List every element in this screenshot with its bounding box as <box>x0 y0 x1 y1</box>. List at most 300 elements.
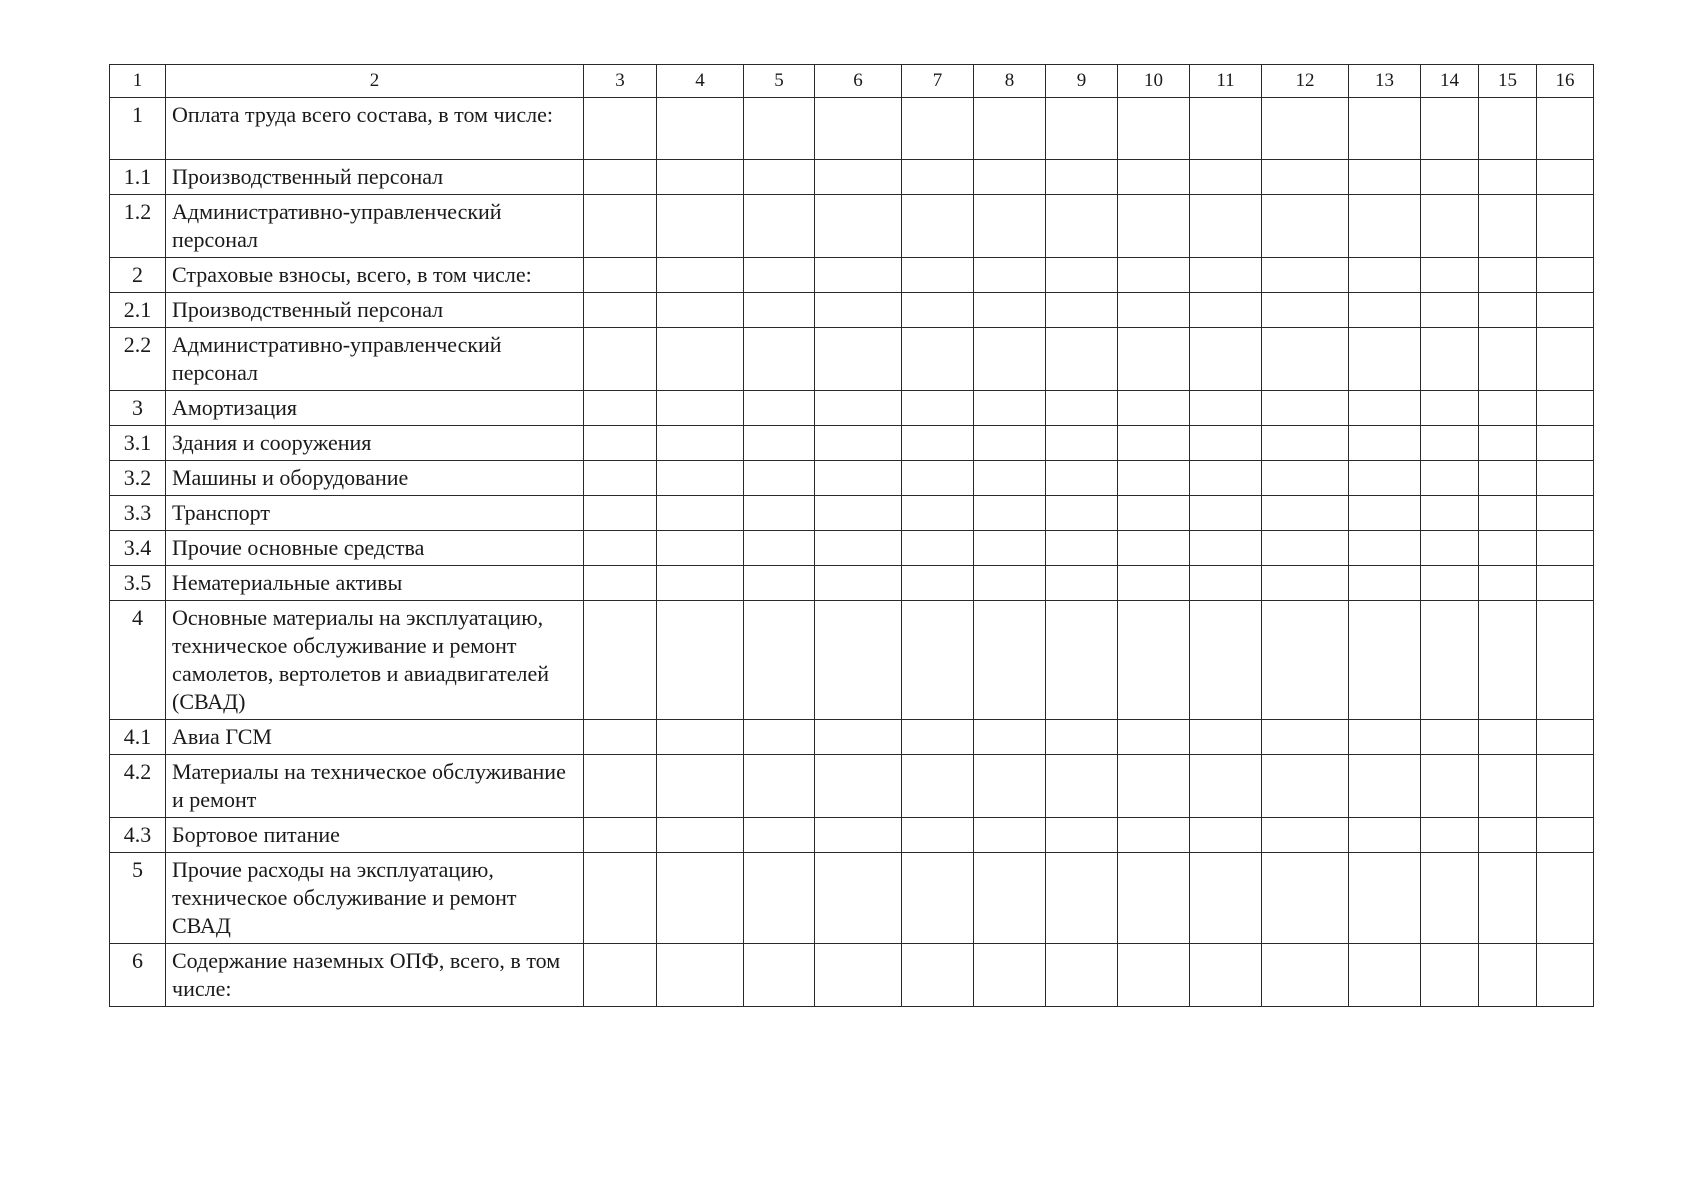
row-label: Материалы на техническое обслуживание и ремонт <box>166 755 584 818</box>
value-cell <box>1118 853 1190 944</box>
value-cell <box>974 195 1046 258</box>
value-cell <box>974 98 1046 160</box>
value-cell <box>1349 944 1421 1007</box>
value-cell <box>584 293 657 328</box>
value-cell <box>1262 496 1349 531</box>
value-cell <box>744 293 815 328</box>
value-cell <box>1118 601 1190 720</box>
value-cell <box>974 720 1046 755</box>
value-cell <box>657 461 744 496</box>
row-label: Бортовое питание <box>166 818 584 853</box>
value-cell <box>974 818 1046 853</box>
row-number: 4.1 <box>110 720 166 755</box>
value-cell <box>1537 258 1594 293</box>
value-cell <box>1421 98 1479 160</box>
value-cell <box>815 818 902 853</box>
value-cell <box>1190 531 1262 566</box>
column-header: 16 <box>1537 65 1594 98</box>
value-cell <box>744 755 815 818</box>
value-cell <box>744 853 815 944</box>
column-header: 15 <box>1479 65 1537 98</box>
column-header: 9 <box>1046 65 1118 98</box>
value-cell <box>974 461 1046 496</box>
value-cell <box>815 755 902 818</box>
value-cell <box>584 160 657 195</box>
value-cell <box>1046 601 1118 720</box>
value-cell <box>1349 496 1421 531</box>
value-cell <box>1537 566 1594 601</box>
value-cell <box>1537 755 1594 818</box>
value-cell <box>1262 601 1349 720</box>
value-cell <box>1190 160 1262 195</box>
table-row <box>110 461 1594 496</box>
value-cell <box>584 461 657 496</box>
value-cell <box>1479 258 1537 293</box>
value-cell <box>1479 566 1537 601</box>
value-cell <box>1537 293 1594 328</box>
row-number: 1.1 <box>110 160 166 195</box>
value-cell <box>744 720 815 755</box>
value-cell <box>1046 328 1118 391</box>
value-cell <box>1421 566 1479 601</box>
row-number: 3.2 <box>110 461 166 496</box>
column-header: 5 <box>744 65 815 98</box>
value-cell <box>584 566 657 601</box>
value-cell <box>1046 258 1118 293</box>
row-label: Страховые взносы, всего, в том числе: <box>166 258 584 293</box>
value-cell <box>1190 853 1262 944</box>
value-cell <box>1046 818 1118 853</box>
table-row <box>110 426 1594 461</box>
value-cell <box>1118 391 1190 426</box>
row-number: 4.3 <box>110 818 166 853</box>
value-cell <box>902 293 974 328</box>
value-cell <box>1479 818 1537 853</box>
value-cell <box>1118 755 1190 818</box>
value-cell <box>815 258 902 293</box>
row-number: 3 <box>110 391 166 426</box>
value-cell <box>657 391 744 426</box>
value-cell <box>902 258 974 293</box>
column-header: 8 <box>974 65 1046 98</box>
value-cell <box>1349 391 1421 426</box>
value-cell <box>1421 944 1479 1007</box>
value-cell <box>815 98 902 160</box>
value-cell <box>1262 98 1349 160</box>
value-cell <box>815 293 902 328</box>
value-cell <box>584 531 657 566</box>
row-label: Транспорт <box>166 496 584 531</box>
value-cell <box>1046 531 1118 566</box>
value-cell <box>974 328 1046 391</box>
row-number: 2.1 <box>110 293 166 328</box>
value-cell <box>1479 601 1537 720</box>
row-label: Содержание наземных ОПФ, всего, в том числе: <box>166 944 584 1007</box>
value-cell <box>1421 461 1479 496</box>
value-cell <box>744 98 815 160</box>
value-cell <box>1262 461 1349 496</box>
value-cell <box>1421 258 1479 293</box>
value-cell <box>974 566 1046 601</box>
row-label: Административно-управленческий персонал <box>166 195 584 258</box>
value-cell <box>657 496 744 531</box>
value-cell <box>1421 496 1479 531</box>
value-cell <box>1190 391 1262 426</box>
row-number: 1 <box>110 98 166 160</box>
value-cell <box>1479 496 1537 531</box>
value-cell <box>584 328 657 391</box>
value-cell <box>1190 258 1262 293</box>
value-cell <box>902 98 974 160</box>
value-cell <box>1421 720 1479 755</box>
value-cell <box>1479 853 1537 944</box>
value-cell <box>815 426 902 461</box>
value-cell <box>1537 461 1594 496</box>
value-cell <box>657 293 744 328</box>
value-cell <box>1262 391 1349 426</box>
value-cell <box>1046 720 1118 755</box>
value-cell <box>815 720 902 755</box>
value-cell <box>1421 328 1479 391</box>
value-cell <box>1421 160 1479 195</box>
value-cell <box>815 391 902 426</box>
value-cell <box>1190 461 1262 496</box>
value-cell <box>584 496 657 531</box>
value-cell <box>1118 160 1190 195</box>
value-cell <box>1190 944 1262 1007</box>
value-cell <box>974 293 1046 328</box>
value-cell <box>1479 328 1537 391</box>
value-cell <box>1349 601 1421 720</box>
value-cell <box>1118 720 1190 755</box>
value-cell <box>1537 531 1594 566</box>
value-cell <box>1479 944 1537 1007</box>
value-cell <box>744 944 815 1007</box>
value-cell <box>1190 720 1262 755</box>
value-cell <box>902 391 974 426</box>
value-cell <box>1537 426 1594 461</box>
value-cell <box>815 160 902 195</box>
value-cell <box>744 258 815 293</box>
value-cell <box>1349 566 1421 601</box>
value-cell <box>1046 944 1118 1007</box>
value-cell <box>1349 293 1421 328</box>
column-header: 13 <box>1349 65 1421 98</box>
value-cell <box>1349 160 1421 195</box>
value-cell <box>744 461 815 496</box>
value-cell <box>1421 426 1479 461</box>
value-cell <box>1190 293 1262 328</box>
value-cell <box>902 944 974 1007</box>
value-cell <box>974 160 1046 195</box>
value-cell <box>1190 755 1262 818</box>
table-row <box>110 531 1594 566</box>
value-cell <box>1118 98 1190 160</box>
value-cell <box>1118 426 1190 461</box>
row-label: Нематериальные активы <box>166 566 584 601</box>
value-cell <box>744 566 815 601</box>
value-cell <box>1046 160 1118 195</box>
value-cell <box>584 195 657 258</box>
value-cell <box>974 391 1046 426</box>
value-cell <box>1190 818 1262 853</box>
value-cell <box>902 496 974 531</box>
value-cell <box>1046 391 1118 426</box>
row-number: 5 <box>110 853 166 944</box>
row-label: Производственный персонал <box>166 293 584 328</box>
row-number: 2 <box>110 258 166 293</box>
value-cell <box>974 944 1046 1007</box>
value-cell <box>1479 720 1537 755</box>
value-cell <box>1118 328 1190 391</box>
value-cell <box>657 195 744 258</box>
value-cell <box>1349 98 1421 160</box>
column-header: 7 <box>902 65 974 98</box>
value-cell <box>1190 426 1262 461</box>
value-cell <box>1190 496 1262 531</box>
value-cell <box>815 461 902 496</box>
value-cell <box>584 755 657 818</box>
value-cell <box>1349 426 1421 461</box>
table-row <box>110 391 1594 426</box>
row-number: 6 <box>110 944 166 1007</box>
value-cell <box>1190 566 1262 601</box>
value-cell <box>584 601 657 720</box>
value-cell <box>1479 293 1537 328</box>
row-number: 4 <box>110 601 166 720</box>
value-cell <box>1349 818 1421 853</box>
value-cell <box>902 426 974 461</box>
value-cell <box>1046 98 1118 160</box>
value-cell <box>1046 853 1118 944</box>
value-cell <box>902 601 974 720</box>
value-cell <box>744 195 815 258</box>
value-cell <box>815 496 902 531</box>
value-cell <box>584 391 657 426</box>
row-number: 1.2 <box>110 195 166 258</box>
table-row <box>110 720 1594 755</box>
value-cell <box>1190 328 1262 391</box>
column-header: 11 <box>1190 65 1262 98</box>
value-cell <box>1349 258 1421 293</box>
value-cell <box>1262 944 1349 1007</box>
column-header: 10 <box>1118 65 1190 98</box>
value-cell <box>815 853 902 944</box>
value-cell <box>1537 601 1594 720</box>
value-cell <box>1262 293 1349 328</box>
value-cell <box>1190 98 1262 160</box>
value-cell <box>1421 531 1479 566</box>
table-row <box>110 258 1594 293</box>
row-number: 4.2 <box>110 755 166 818</box>
value-cell <box>815 328 902 391</box>
row-label: Машины и оборудование <box>166 461 584 496</box>
value-cell <box>1537 391 1594 426</box>
value-cell <box>584 98 657 160</box>
value-cell <box>974 531 1046 566</box>
value-cell <box>1262 531 1349 566</box>
column-header: 1 <box>110 65 166 98</box>
row-label: Амортизация <box>166 391 584 426</box>
table-row <box>110 328 1594 391</box>
row-label: Прочие расходы на эксплуатацию, техническое обслуживание и ремонт СВАД <box>166 853 584 944</box>
column-number-header-row <box>110 65 1594 98</box>
row-label: Прочие основные средства <box>166 531 584 566</box>
value-cell <box>815 566 902 601</box>
value-cell <box>1262 566 1349 601</box>
row-label: Производственный персонал <box>166 160 584 195</box>
value-cell <box>974 853 1046 944</box>
value-cell <box>902 160 974 195</box>
value-cell <box>584 258 657 293</box>
row-number: 2.2 <box>110 328 166 391</box>
table-row <box>110 160 1594 195</box>
column-header: 4 <box>657 65 744 98</box>
value-cell <box>1349 461 1421 496</box>
value-cell <box>657 818 744 853</box>
value-cell <box>1349 328 1421 391</box>
value-cell <box>1537 720 1594 755</box>
value-cell <box>657 426 744 461</box>
row-label: Административно-управленческий персонал <box>166 328 584 391</box>
value-cell <box>744 496 815 531</box>
table-row <box>110 944 1594 1007</box>
value-cell <box>744 426 815 461</box>
value-cell <box>1421 818 1479 853</box>
value-cell <box>974 601 1046 720</box>
table-row <box>110 755 1594 818</box>
value-cell <box>1118 258 1190 293</box>
value-cell <box>1262 426 1349 461</box>
value-cell <box>1262 195 1349 258</box>
value-cell <box>902 755 974 818</box>
value-cell <box>1262 720 1349 755</box>
value-cell <box>1349 755 1421 818</box>
value-cell <box>1190 601 1262 720</box>
value-cell <box>1537 328 1594 391</box>
value-cell <box>1479 195 1537 258</box>
column-header: 14 <box>1421 65 1479 98</box>
value-cell <box>1537 98 1594 160</box>
value-cell <box>657 755 744 818</box>
value-cell <box>1349 853 1421 944</box>
row-number: 3.1 <box>110 426 166 461</box>
value-cell <box>657 531 744 566</box>
value-cell <box>657 328 744 391</box>
value-cell <box>1421 391 1479 426</box>
value-cell <box>1262 328 1349 391</box>
value-cell <box>1479 755 1537 818</box>
value-cell <box>1046 195 1118 258</box>
value-cell <box>744 531 815 566</box>
value-cell <box>974 426 1046 461</box>
value-cell <box>1537 818 1594 853</box>
value-cell <box>584 944 657 1007</box>
value-cell <box>1421 195 1479 258</box>
value-cell <box>657 566 744 601</box>
value-cell <box>902 720 974 755</box>
value-cell <box>1349 531 1421 566</box>
value-cell <box>1537 160 1594 195</box>
value-cell <box>584 720 657 755</box>
value-cell <box>1262 853 1349 944</box>
table-row <box>110 818 1594 853</box>
value-cell <box>657 720 744 755</box>
value-cell <box>974 755 1046 818</box>
value-cell <box>744 391 815 426</box>
value-cell <box>1537 944 1594 1007</box>
value-cell <box>1118 566 1190 601</box>
value-cell <box>1262 818 1349 853</box>
column-header: 2 <box>166 65 584 98</box>
value-cell <box>584 818 657 853</box>
table-row <box>110 195 1594 258</box>
value-cell <box>902 853 974 944</box>
table-row <box>110 293 1594 328</box>
row-label: Основные материалы на эксплуатацию, техническое обслуживание и ремонт самолетов, вертолетов и авиадвигателей (СВАД) <box>166 601 584 720</box>
value-cell <box>1537 195 1594 258</box>
value-cell <box>1118 461 1190 496</box>
value-cell <box>1479 531 1537 566</box>
value-cell <box>902 328 974 391</box>
table-row <box>110 853 1594 944</box>
value-cell <box>815 531 902 566</box>
row-label: Здания и сооружения <box>166 426 584 461</box>
column-header: 6 <box>815 65 902 98</box>
table-row <box>110 98 1594 160</box>
value-cell <box>1349 195 1421 258</box>
table-row <box>110 496 1594 531</box>
value-cell <box>1118 531 1190 566</box>
value-cell <box>815 195 902 258</box>
value-cell <box>1421 601 1479 720</box>
value-cell <box>1537 496 1594 531</box>
row-label: Авиа ГСМ <box>166 720 584 755</box>
value-cell <box>815 601 902 720</box>
value-cell <box>657 258 744 293</box>
value-cell <box>902 531 974 566</box>
value-cell <box>1046 566 1118 601</box>
value-cell <box>657 160 744 195</box>
value-cell <box>584 853 657 944</box>
value-cell <box>1046 426 1118 461</box>
value-cell <box>1046 461 1118 496</box>
value-cell <box>902 195 974 258</box>
value-cell <box>744 160 815 195</box>
value-cell <box>1118 496 1190 531</box>
row-number: 3.3 <box>110 496 166 531</box>
value-cell <box>1118 195 1190 258</box>
value-cell <box>1190 195 1262 258</box>
value-cell <box>1421 293 1479 328</box>
column-header: 3 <box>584 65 657 98</box>
value-cell <box>1118 293 1190 328</box>
value-cell <box>815 944 902 1007</box>
value-cell <box>1421 755 1479 818</box>
row-number: 3.4 <box>110 531 166 566</box>
cost-table <box>109 64 1594 1007</box>
value-cell <box>1262 755 1349 818</box>
column-header: 12 <box>1262 65 1349 98</box>
value-cell <box>1262 160 1349 195</box>
row-label: Оплата труда всего состава, в том числе: <box>166 98 584 160</box>
value-cell <box>1349 720 1421 755</box>
table-row <box>110 601 1594 720</box>
value-cell <box>744 601 815 720</box>
value-cell <box>1046 293 1118 328</box>
value-cell <box>744 818 815 853</box>
value-cell <box>657 98 744 160</box>
